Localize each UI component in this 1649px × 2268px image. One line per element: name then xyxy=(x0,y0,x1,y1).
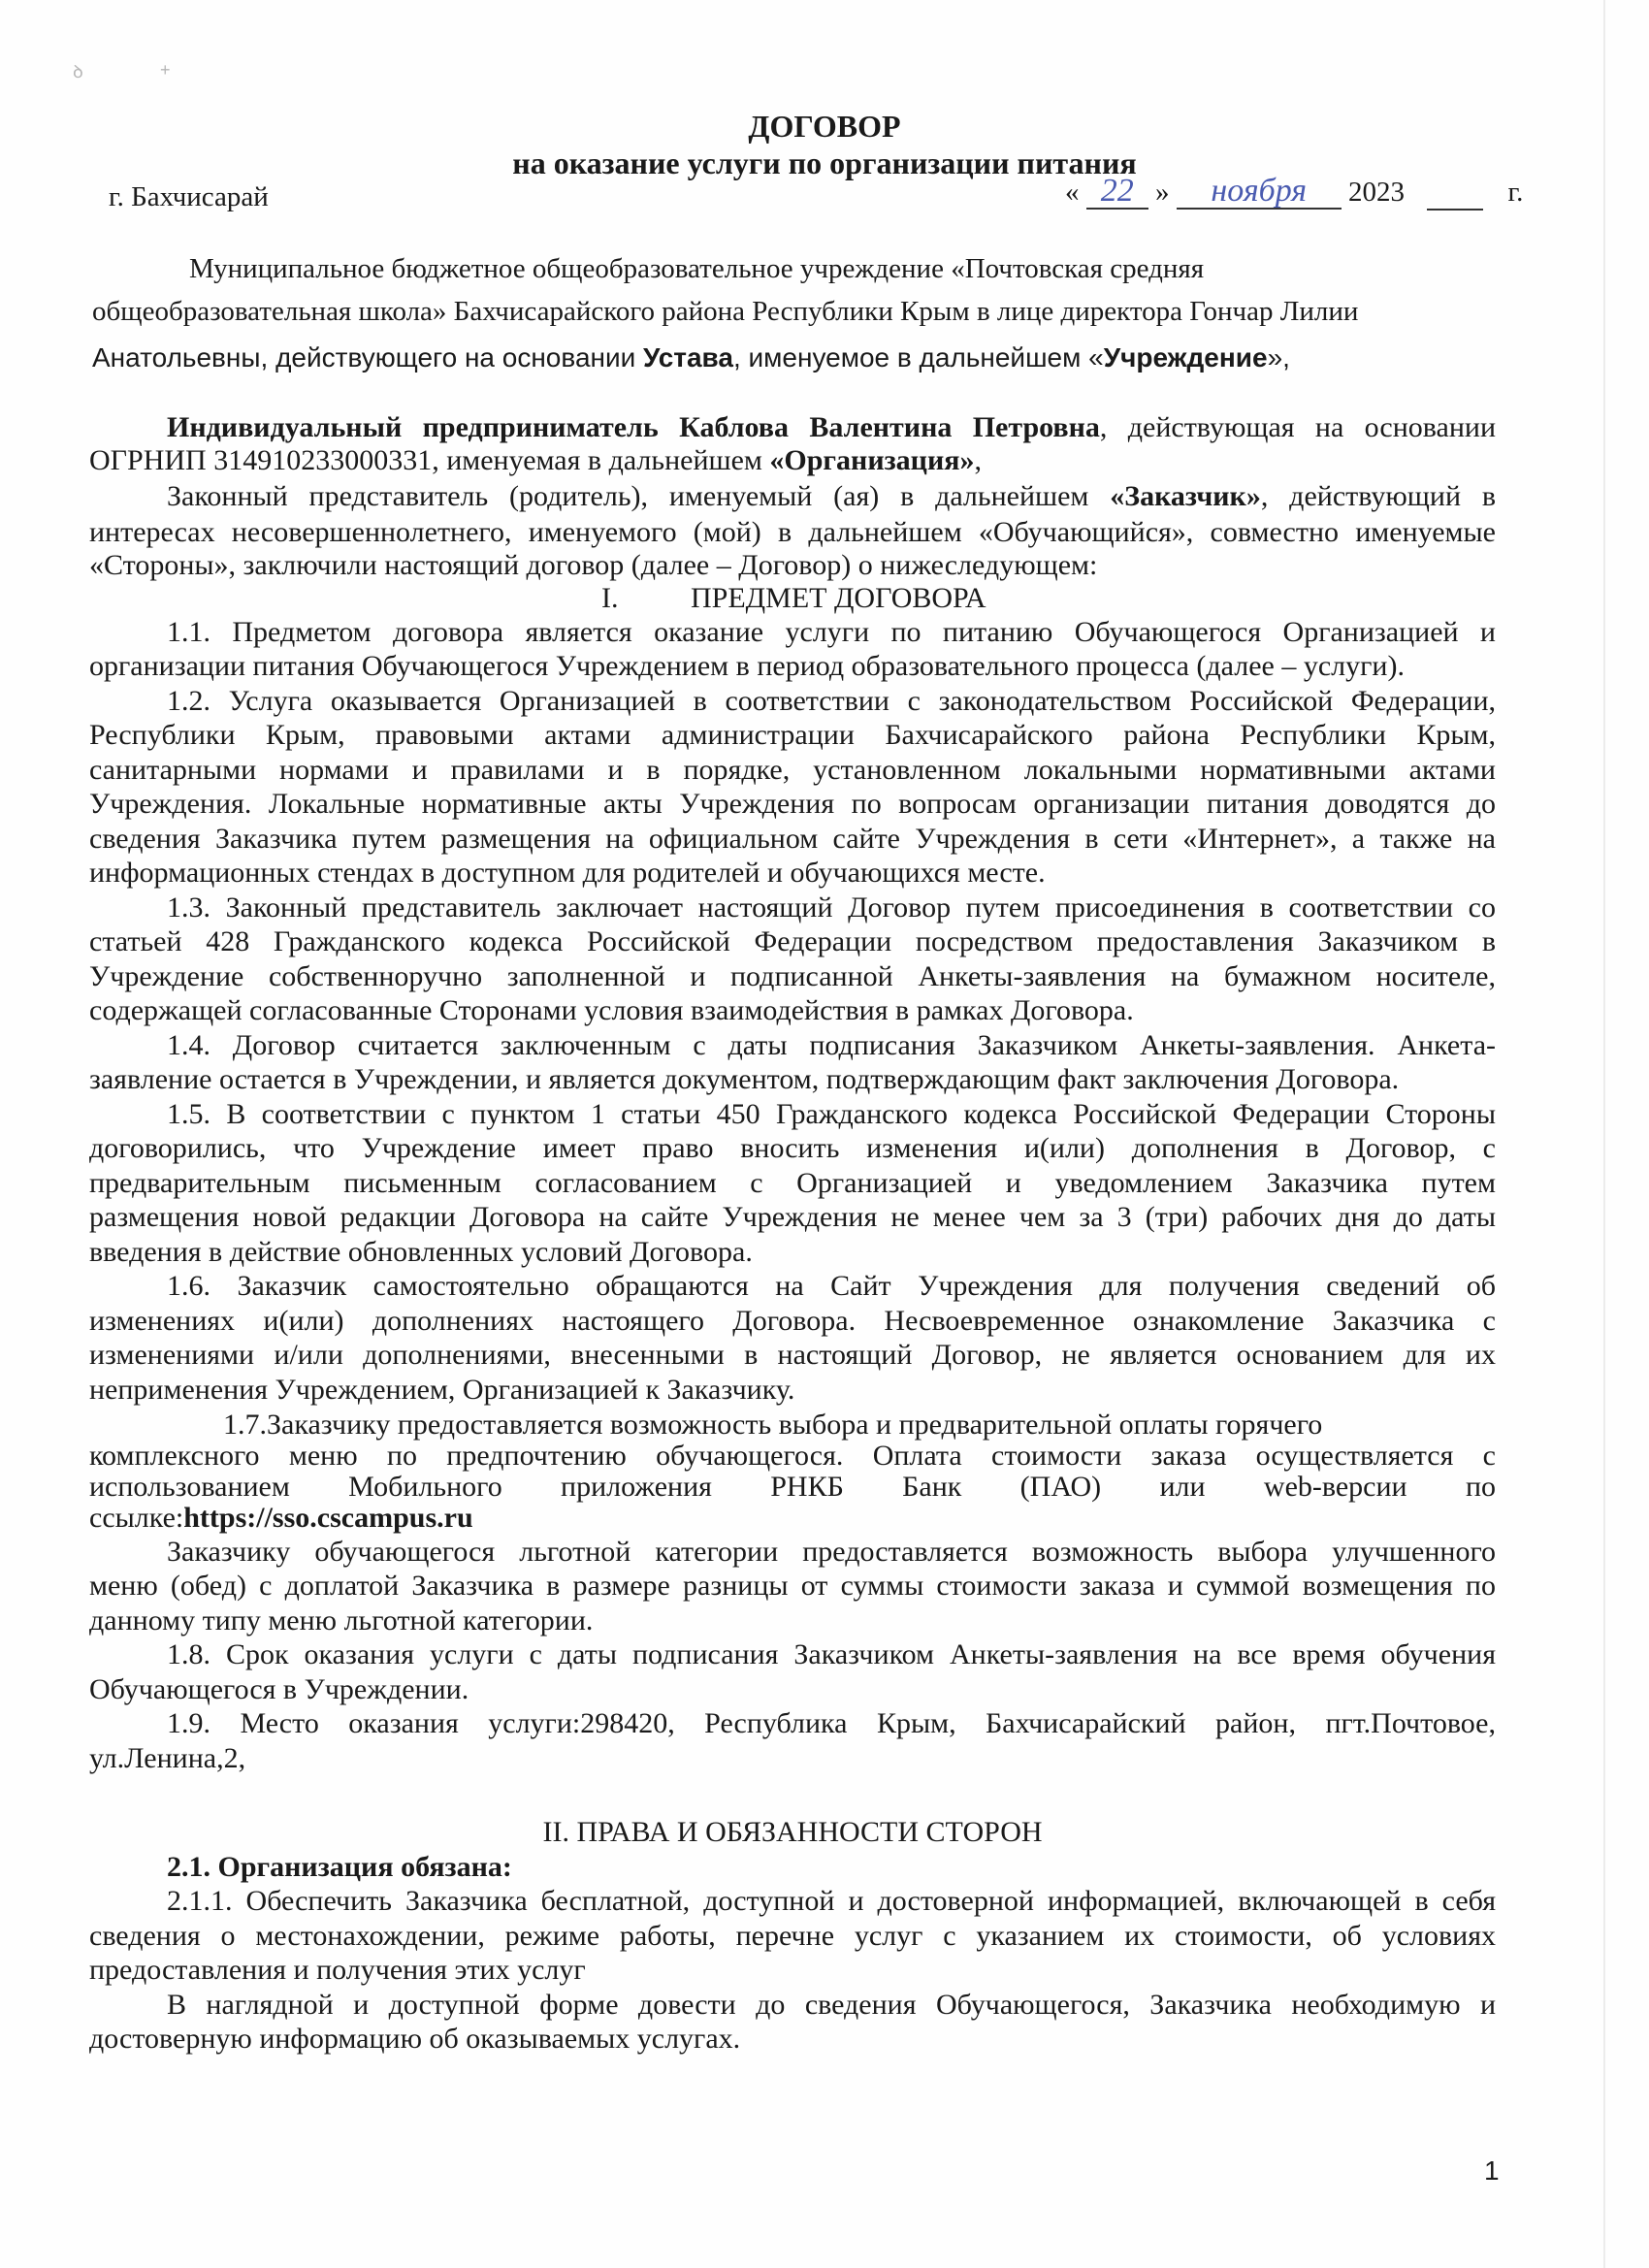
document-subtitle: на оказание услуги по организации питания xyxy=(512,146,1137,180)
text: », xyxy=(1267,342,1290,373)
document-title: ДОГОВОР xyxy=(748,109,901,144)
preamble-p1-line2: общеобразовательная школа» Бахчисарайского района Республики Крым в лице директора Гончар Лилии xyxy=(92,296,1359,327)
section1-line: содержащей согласованные Сторонами условия взаимодействия в рамках Договора. xyxy=(89,994,1134,1026)
section2-line: предоставления и получения этих услуг xyxy=(89,1954,586,1986)
section1-line: Обучающегося в Учреждении. xyxy=(89,1673,469,1705)
section1-line: размещения новой редакции Договора на сайте Учреждения не менее чем за 3 (три) рабочих дня до даты xyxy=(89,1201,1496,1233)
section2-line: достоверную информацию об оказываемых услугах. xyxy=(89,2023,741,2055)
link-prefix: ссылке: xyxy=(89,1502,184,1534)
date-close-quote: » xyxy=(1155,177,1170,208)
section2-line: 2.1.1. Обеспечить Заказчика бесплатной, доступной и достоверной информацией, включающей в себя xyxy=(167,1885,1496,1917)
section1-line: неприменения Учреждением, Организацией к Заказчику. xyxy=(89,1374,795,1406)
section1-line: меню (обед) с доплатой Заказчика в размере разницы от суммы стоимости заказа и суммой возмещения по xyxy=(89,1570,1496,1602)
section1-line: изменениях и(или) дополнениях настоящего Договора. Несвоевременное ознакомление Заказчика с xyxy=(89,1305,1496,1337)
text: , действующая на основании xyxy=(1099,411,1496,443)
institution-term: Учреждение xyxy=(1103,342,1268,373)
section2-line: сведения о местонахождении, режиме работы, перечне услуг с указанием их стоимости, об условиях xyxy=(89,1920,1496,1952)
organization-term: «Организация» xyxy=(769,444,975,476)
preamble-p3-line2: интересах несовершеннолетнего, именуемого (мой) в дальнейшем «Обучающийся», совместно именуемые xyxy=(89,516,1496,548)
text: , действующий в xyxy=(1260,480,1496,512)
section1-line: данному типу меню льготной категории. xyxy=(89,1604,594,1636)
preamble-p2-line1 xyxy=(167,411,1496,444)
text: , xyxy=(974,444,982,476)
section1-line: 1.2. Услуга оказывается Организацией в соответствии с законодательством Российской Федерации, xyxy=(167,685,1496,717)
date-month-handwritten: ноября xyxy=(1177,175,1342,210)
text: Анатольевны, действующего на основании xyxy=(92,342,644,373)
payment-link[interactable]: https://sso.cscampus.ru xyxy=(183,1502,473,1534)
ustav-term: Устава xyxy=(643,342,733,373)
preamble-p1-line1: Муниципальное бюджетное общеобразовательное учреждение «Почтовская средняя xyxy=(189,253,1205,284)
section1-line: Республики Крым, правовыми актами администрации Бахчисарайского района Республики Крым, xyxy=(89,719,1496,751)
page-number: 1 xyxy=(1484,2155,1500,2186)
section1-line: Учреждения. Локальные нормативные акты Учреждения по вопросам организации питания доводятся до xyxy=(89,788,1496,820)
preamble-p2-line2 xyxy=(89,444,1496,477)
section1-line: договорились, что Учреждение имеет право вносить изменения и(или) дополнения в Договор, с xyxy=(89,1132,1496,1164)
section2-line: В наглядной и доступной форме довести до сведения Обучающегося, Заказчика необходимую и xyxy=(167,1989,1496,2021)
section1-line: комплексного меню по предпочтению обучающегося. Оплата стоимости заказа осуществляется с xyxy=(89,1440,1496,1472)
section1-line: 1.1. Предметом договора является оказание услуги по питанию Обучающегося Организацией и xyxy=(167,616,1496,648)
section1-line: 1.3. Законный представитель заключает настоящий Договор путем присоединения в соответствии со xyxy=(167,891,1496,923)
section1-line: сведения Заказчика путем размещения на официальном сайте Учреждения в сети «Интернет», а также на xyxy=(89,823,1496,855)
section1-line: санитарными нормами и правилами и в порядке, установленном локальными нормативными актами xyxy=(89,754,1496,786)
text: ОГРНИП 314910233000331, именуемая в дальнейшем xyxy=(89,444,770,476)
section1-number: I. xyxy=(601,582,619,614)
scan-speck: ꝺ xyxy=(73,62,83,81)
section1-line: 1.7.Заказчику предоставляется возможность выбора и предварительной оплаты горячего xyxy=(223,1409,1323,1441)
date-day-handwritten: 22 xyxy=(1086,175,1148,210)
ip-name: Индивидуальный предприниматель Каблова Валентина Петровна xyxy=(167,411,1100,443)
year-suffix-blank xyxy=(1427,176,1483,211)
date-suffix: г. xyxy=(1507,177,1524,208)
section1-line: Учреждение собственноручно заполненной и подписанной Анкеты-заявления на бумажном носителе, xyxy=(89,960,1496,992)
text: , именуемое в дальнейшем « xyxy=(732,342,1104,373)
section1-line: Заказчику обучающегося льготной категории предоставляется возможность выбора улучшенного xyxy=(167,1536,1496,1568)
text: Законный представитель (родитель), именуемый (ая) в дальнейшем xyxy=(167,480,1111,512)
section1-line: введения в действие обновленных условий Договора. xyxy=(89,1236,753,1268)
section2-heading: II. ПРАВА И ОБЯЗАННОСТИ СТОРОН xyxy=(542,1816,1043,1848)
section1-line: организации питания Обучающегося Учреждением в период образовательного процесса (далее – услуги). xyxy=(89,650,1405,682)
section1-line: 1.6. Заказчик самостоятельно обращаются на Сайт Учреждения для получения сведений об xyxy=(167,1270,1496,1302)
date-year: 2023 xyxy=(1348,177,1405,208)
section1-line: заявление остается в Учреждении, и является документом, подтверждающим факт заключения Договора. xyxy=(89,1063,1400,1095)
section1-line: информационных стендах в доступном для родителей и обучающихся месте. xyxy=(89,857,1046,889)
section2-subheading: 2.1. Организация обязана: xyxy=(167,1851,512,1883)
preamble-p1-line3 xyxy=(92,341,1499,374)
scan-edge-line xyxy=(1603,0,1605,2268)
preamble-p3-line3: «Стороны», заключили настоящий договор (далее – Договор) о нижеследующем: xyxy=(89,549,1098,581)
section1-heading: ПРЕДМЕТ ДОГОВОРА xyxy=(691,582,986,614)
section1-line: 1.8. Срок оказания услуги с даты подписания Заказчиком Анкеты-заявления на все время обучения xyxy=(167,1638,1496,1670)
section1-line: предварительным письменным согласованием с Организацией и уведомлением Заказчика путем xyxy=(89,1167,1496,1199)
section1-line: использованием Мобильного приложения РНКБ Банк (ПАО) или web-версии по xyxy=(89,1471,1496,1503)
section1-line: статьей 428 Гражданского кодекса Российской Федерации посредством предоставления Заказчиком в xyxy=(89,925,1496,957)
section1-line: ул.Ленина,2, xyxy=(89,1742,246,1774)
section1-line: 1.5. В соответствии с пунктом 1 статьи 450 Гражданского кодекса Российской Федерации Стороны xyxy=(167,1098,1496,1130)
section1-line: 1.9. Место оказания услуги:298420, Республика Крым, Бахчисарайский район, пгт.Почтовое, xyxy=(167,1707,1496,1739)
preamble-p3-line1 xyxy=(167,480,1496,513)
section1-line: 1.4. Договор считается заключенным с даты подписания Заказчиком Анкеты-заявления. Анкета- xyxy=(167,1029,1496,1061)
date-line xyxy=(1065,175,1569,211)
city: г. Бахчисарай xyxy=(109,181,269,212)
scan-speck: + xyxy=(160,60,171,80)
date-open-quote: « xyxy=(1065,177,1080,208)
section1-line: изменениями и/или дополнениями, внесенными в настоящий Договор, не является основанием для их xyxy=(89,1339,1496,1371)
section1-line xyxy=(89,1502,1496,1535)
customer-term: «Заказчик» xyxy=(1110,480,1261,512)
